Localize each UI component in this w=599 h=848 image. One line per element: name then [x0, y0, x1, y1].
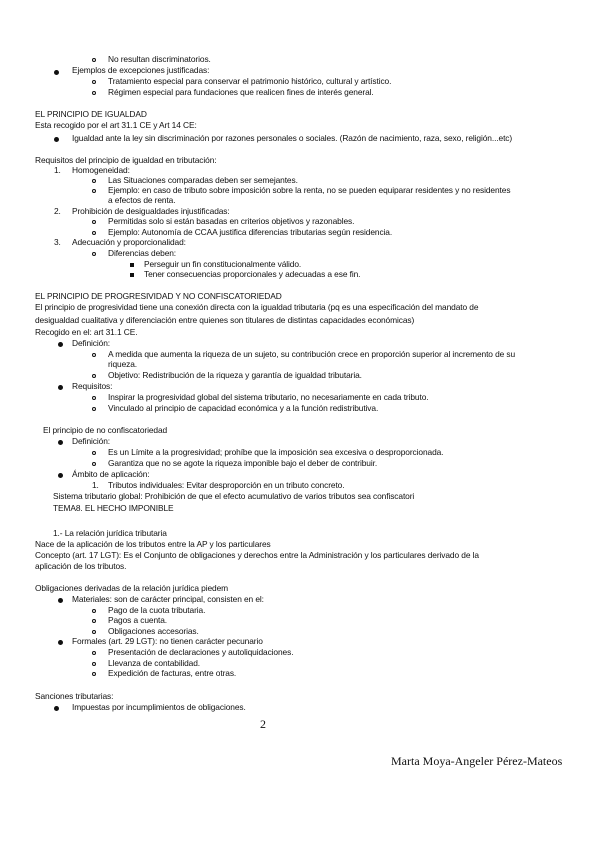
- text-line: Perseguir un fin constitucionalmente válido.: [144, 259, 302, 269]
- bullet-icon: [58, 598, 63, 603]
- text-line: Objetivo: Redistribución de la riqueza y garantía de igualdad tributaria.: [108, 370, 362, 380]
- text-line: Prohibición de desigualdades injustificadas:: [72, 206, 230, 216]
- subsection-heading: 1.- La relación jurídica tributaria: [53, 528, 167, 538]
- circle-bullet-icon: [92, 462, 96, 466]
- bullet-icon: [54, 706, 59, 711]
- chapter-heading: TEMA8. EL HECHO IMPONIBLE: [53, 503, 174, 513]
- text-line: Definición:: [72, 338, 111, 348]
- page-number: 2: [260, 717, 266, 731]
- circle-bullet-icon: [92, 252, 96, 256]
- circle-bullet-icon: [92, 396, 96, 400]
- text-line: Tratamiento especial para conservar el patrimonio histórico, cultural y artístico.: [108, 76, 392, 86]
- circle-bullet-icon: [92, 374, 96, 378]
- text-line: Permitidas solo si están basadas en criterios objetivos y razonables.: [108, 216, 355, 226]
- text-line: Diferencias deben:: [108, 248, 177, 258]
- text-line: Es un Límite a la progresividad; prohíbe que la imposición sea excesiva o desproporcionada.: [108, 447, 444, 457]
- author-name: Marta Moya-Angeler Pérez-Mateos: [391, 754, 563, 768]
- text-line: Igualdad ante la ley sin discriminación por razones personales o sociales. (Razón de nacimiento, raza, sexo, religión...etc): [72, 133, 513, 143]
- text-line: Ejemplos de excepciones justificadas:: [72, 65, 210, 75]
- text-line: Adecuación y proporcionalidad:: [72, 237, 186, 247]
- text-line: Recogido en el: art 31.1 CE.: [35, 327, 138, 337]
- text-line: Garantiza que no se agote la riqueza imponible bajo el deber de contribuir.: [108, 458, 378, 468]
- text-line: Ámbito de aplicación:: [72, 469, 150, 479]
- text-line: desigualdad cualitativa y diferenciación entre quienes son titulares de distintas capacidades económicas): [35, 315, 415, 325]
- bullet-icon: [54, 137, 59, 142]
- subsection-heading: El principio de no confiscatoriedad: [43, 425, 168, 435]
- text-line: Definición:: [72, 436, 111, 446]
- square-bullet-icon: [130, 263, 134, 267]
- circle-bullet-icon: [92, 609, 96, 613]
- text-line: Obligaciones accesorias.: [108, 626, 199, 636]
- text-line: Inspirar la progresividad global del sistema tributario, no necesariamente en cada tributo.: [108, 392, 429, 402]
- circle-bullet-icon: [92, 619, 96, 623]
- circle-bullet-icon: [92, 80, 96, 84]
- circle-bullet-icon: [92, 630, 96, 634]
- bullet-icon: [58, 385, 63, 390]
- text-line: Nace de la aplicación de los tributos entre la AP y los particulares: [35, 539, 271, 549]
- text-line: Presentación de declaraciones y autoliquidaciones.: [108, 647, 294, 657]
- text-line: Concepto (art. 17 LGT): Es el Conjunto de obligaciones y derechos entre la Administración y los particulares derivado de la: [35, 550, 479, 560]
- bullet-icon: [58, 342, 63, 347]
- text-line: Tener consecuencias proporcionales y adecuadas a ese fin.: [144, 269, 361, 279]
- bullet-icon: [58, 640, 63, 645]
- text-line: Pago de la cuota tributaria.: [108, 605, 206, 615]
- square-bullet-icon: [130, 273, 134, 277]
- text-line: Esta recogido por el art 31.1 CE y Art 14 CE:: [35, 120, 197, 130]
- text-line: Expedición de facturas, entre otras.: [108, 668, 237, 678]
- circle-bullet-icon: [92, 58, 96, 62]
- text-line: A medida que aumenta la riqueza de un sujeto, su contribución crece en proporción superior al incremento de su: [108, 349, 516, 359]
- text-line: Vinculado al principio de capacidad económica y a la función redistributiva.: [108, 403, 379, 413]
- circle-bullet-icon: [92, 662, 96, 666]
- text-line: Ejemplo: Autonomía de CCAA justifica diferencias tributarias según residencia.: [108, 227, 393, 237]
- circle-bullet-icon: [92, 189, 96, 193]
- list-number: 3.: [54, 237, 61, 247]
- text-line: Requisitos del principio de igualdad en tributación:: [35, 155, 217, 165]
- text-line: Régimen especial para fundaciones que realicen fines de interés general.: [108, 87, 374, 97]
- text-line: Materiales: son de carácter principal, consisten en el:: [72, 594, 264, 604]
- text-line: Sanciones tributarias:: [35, 691, 114, 701]
- list-number: 1.: [54, 165, 61, 175]
- circle-bullet-icon: [92, 672, 96, 676]
- text-line: Las Situaciones comparadas deben ser semejantes.: [108, 175, 298, 185]
- circle-bullet-icon: [92, 353, 96, 357]
- text-line: aplicación de los tributos.: [35, 561, 127, 571]
- circle-bullet-icon: [92, 231, 96, 235]
- circle-bullet-icon: [92, 91, 96, 95]
- circle-bullet-icon: [92, 179, 96, 183]
- text-line: El principio de progresividad tiene una conexión directa con la igualdad tributaria (pq es una especificación del mandato de: [35, 302, 479, 312]
- bullet-icon: [58, 473, 63, 478]
- list-number: 2.: [54, 206, 61, 216]
- bullet-icon: [54, 70, 59, 75]
- text-line: Formales (art. 29 LGT): no tienen carácter pecunario: [72, 636, 263, 646]
- text-line: Ejemplo: en caso de tributo sobre imposición sobre la renta, no se pueden equiparar residentes y no residentes: [108, 185, 511, 195]
- circle-bullet-icon: [92, 651, 96, 655]
- text-line: Pagos a cuenta.: [108, 615, 168, 625]
- text-line: Impuestas por incumplimientos de obligaciones.: [72, 702, 246, 712]
- text-line: a efectos de renta.: [108, 195, 176, 205]
- text-line: Obligaciones derivadas de la relación jurídica piedem: [35, 583, 229, 593]
- section-heading: EL PRINCIPIO DE PROGRESIVIDAD Y NO CONFISCATORIEDAD: [35, 291, 282, 301]
- text-line: riqueza.: [108, 359, 137, 369]
- text-line: Sistema tributario global: Prohibición de que el efecto acumulativo de varios tributos sea confiscatori: [53, 491, 415, 501]
- text-line: Llevanza de contabilidad.: [108, 658, 201, 668]
- bullet-icon: [58, 440, 63, 445]
- circle-bullet-icon: [92, 220, 96, 224]
- circle-bullet-icon: [92, 451, 96, 455]
- text-line: Homogeneidad:: [72, 165, 130, 175]
- circle-bullet-icon: [92, 407, 96, 411]
- text-line: Requisitos:: [72, 381, 113, 391]
- list-number: 1.: [92, 480, 99, 490]
- text-line: Tributos individuales: Evitar desproporción en un tributo concreto.: [108, 480, 345, 490]
- section-heading: EL PRINCIPIO DE IGUALDAD: [35, 109, 147, 119]
- text-line: No resultan discriminatorios.: [108, 54, 211, 64]
